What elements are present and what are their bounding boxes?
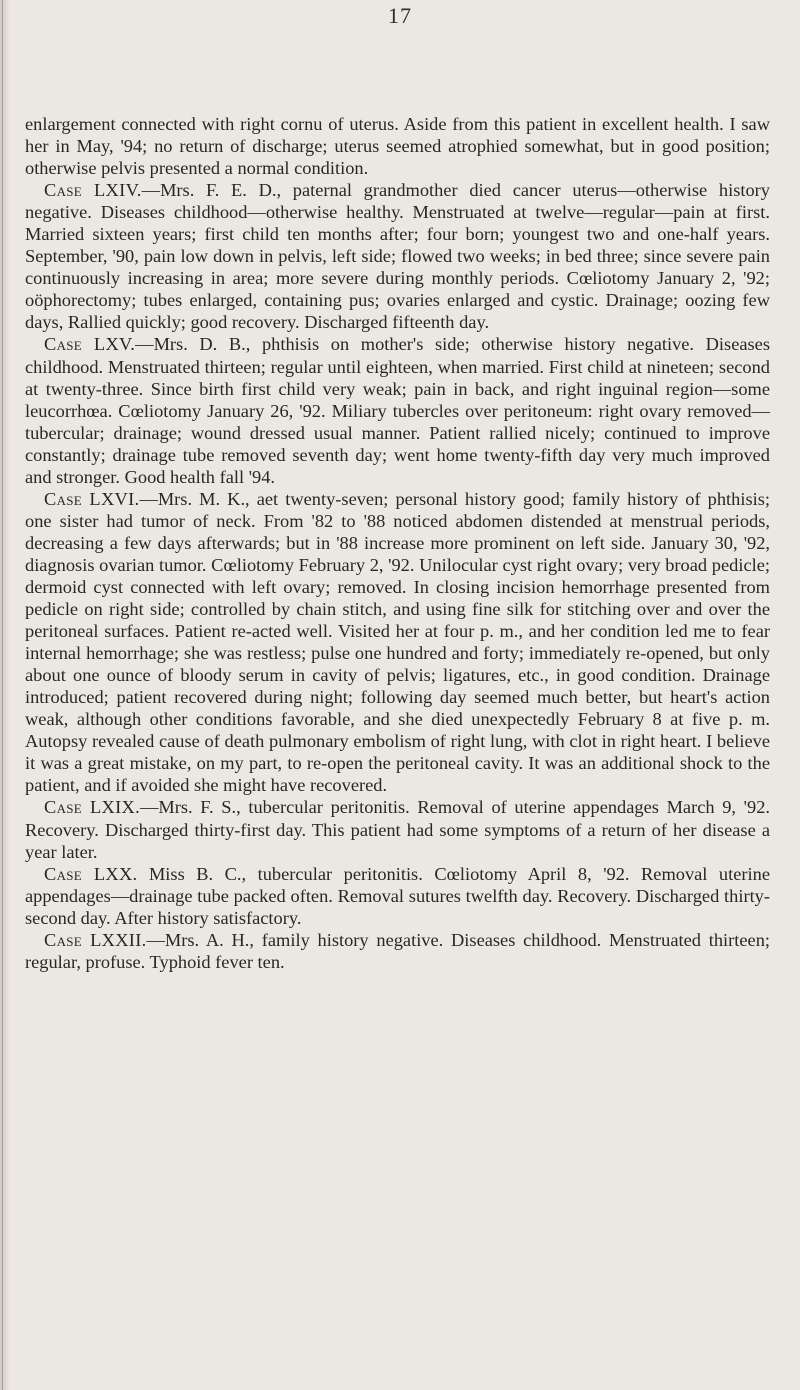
case-label: Case LXX. — [44, 863, 138, 884]
paragraph-text: enlargement connected with right cornu of uterus. Aside from this patient in excellent health. I saw her in May, '94; no return of discharge; uterus seemed atrophied somewhat, but in good position; otherwise pelvis presented a normal condition. — [25, 114, 770, 179]
paragraph-text: —Mrs. D. B., phthisis on mother's side; otherwise history negative. Diseases childhood. Menstruated thirteen; regular until eighteen, when married. First child at nineteen; second at twenty-three. Since birth first child very weak; pain in back, and right inguinal region—some leucorrhœa. Cœliotomy January 26, '92. Miliary tubercles over peritoneum: right ovary removed—tubercular; drainage; wound dressed usual manner. Patient rallied nicely; continued to improve constantly; drainage tube removed seventh day; went home twenty-fifth day very much improved and stronger. Good health fall '94. — [25, 334, 770, 487]
continuation-paragraph — [25, 113, 770, 179]
case-lxxii-paragraph — [25, 929, 770, 973]
case-label: Case LXXII. — [44, 929, 147, 950]
case-label: Case LXIV. — [44, 180, 142, 201]
paragraph-text: —Mrs. F. S., tubercular peritonitis. Removal of uterine appendages March 9, '92. Recovery. Discharged thirty-first day. This patient had some symptoms of a return of her disease a year later. — [25, 797, 770, 862]
case-lxix-paragraph — [25, 796, 770, 862]
paragraph-text: Miss B. C., tubercular peritonitis. Cœliotomy April 8, '92. Removal uterine appendages—drainage tube packed often. Removal sutures twelfth day. Recovery. Discharged thirty-second day. After history satisfactory. — [25, 863, 770, 928]
paragraph-text: —Mrs. A. H., family history negative. Diseases childhood. Menstruated thirteen; regular, profuse. Typhoid fever ten. — [25, 929, 770, 972]
case-lxvi-paragraph — [25, 488, 770, 797]
case-lxv-paragraph — [25, 333, 770, 487]
case-label: Case LXIX. — [44, 797, 140, 818]
page-edge-line — [2, 0, 3, 1390]
case-label: Case LXVI. — [44, 488, 140, 509]
case-label: Case LXV. — [44, 334, 136, 355]
body-text — [25, 113, 770, 973]
paragraph-text: —Mrs. M. K., aet twenty-seven; personal history good; family history of phthisis; one sister had tumor of neck. From '82 to '88 noticed abdomen distended at menstrual periods, decreasing a few days afterwards; but in '88 increase more prominent on left side. January 30, '92, diagnosis ovarian tumor. Cœliotomy February 2, '92. Unilocular cyst right ovary; very broad pedicle; dermoid cyst connected with left ovary; removed. In closing incision hemorrhage presented from pedicle on right side; controlled by chain stitch, and using fine silk for stitching over and over the peritoneal surfaces. Patient re-acted well. Visited her at four p. m., and her condition led me to fear internal hemorrhage; she was restless; pulse one hundred and forty; immediately re-opened, but only about one ounce of bloody serum in cavity of pelvis; ligatures, etc., in good condition. Drainage introduced; patient recovered during night; following day seemed much better, but heart's action weak, although other conditions favorable, and she died unexpectedly February 8 at five p. m. Autopsy revealed cause of death pulmonary embolism of right lung, with clot in right heart. I believe it was a great mistake, on my part, to re-open the peritoneal cavity. It was an additional shock to the patient, and if avoided she might have recovered. — [25, 488, 770, 796]
paragraph-text: —Mrs. F. E. D., paternal grandmother died cancer uterus—otherwise history negative. Diseases childhood—otherwise healthy. Menstruated at twelve—regular—pain at first. Married sixteen years; first child ten months after; four born; youngest two and one-half years. September, '90, pain low down in pelvis, left side; flowed two weeks; in bed three; since severe pain continuously increasing in area; more severe during monthly periods. Cœliotomy January 2, '92; oöphorectomy; tubes enlarged, containing pus; ovaries enlarged and cystic. Drainage; oozing few days, Rallied quickly; good recovery. Discharged fifteenth day. — [25, 180, 770, 333]
case-lxiv-paragraph — [25, 179, 770, 333]
page-number: 17 — [388, 3, 412, 28]
case-lxx-paragraph — [25, 863, 770, 929]
